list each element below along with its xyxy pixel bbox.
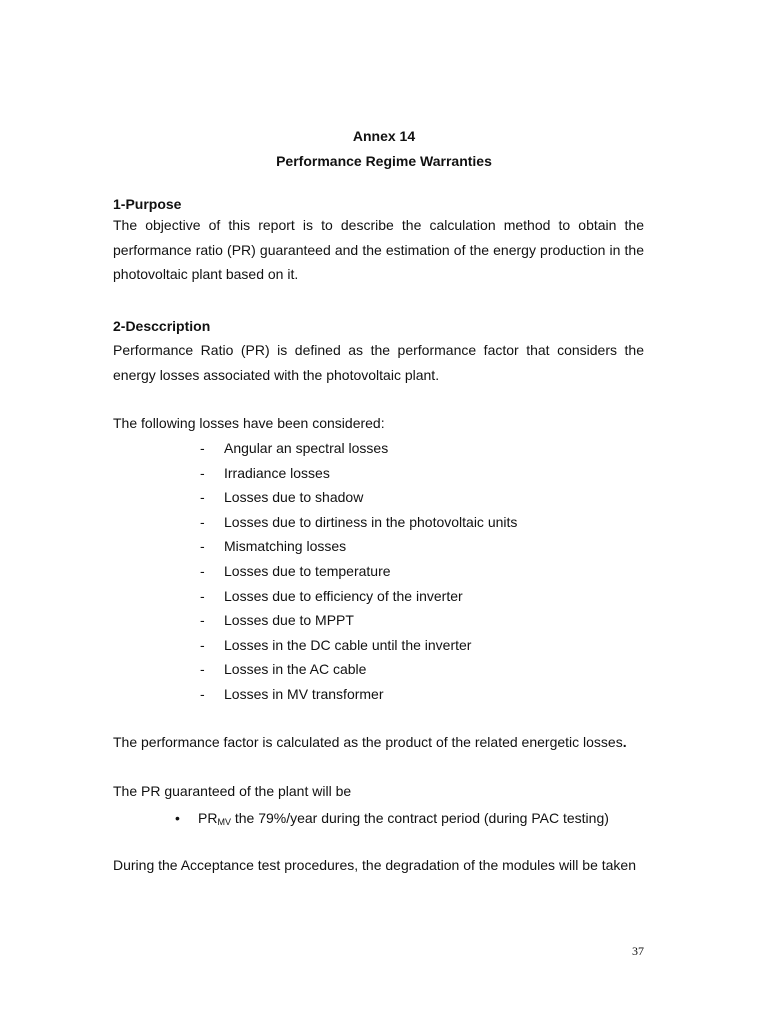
pr-prefix: PR xyxy=(198,810,218,826)
list-dash: - xyxy=(200,686,205,702)
document-title: Performance Regime Warranties xyxy=(276,153,492,169)
pr-bullet-body: the 79%/year during the contract period (during PAC testing) xyxy=(230,810,609,826)
loss-item-text: Losses in MV transformer xyxy=(224,686,384,702)
list-dash: - xyxy=(200,563,205,579)
list-dash: - xyxy=(200,587,205,604)
list-dash: - xyxy=(200,636,205,653)
pr-subscript: MV xyxy=(217,817,231,827)
list-dash: - xyxy=(200,464,205,481)
losses-intro: The following losses have been considered: xyxy=(113,415,385,431)
loss-item-text: Mismatching losses xyxy=(224,538,347,555)
factor-statement-text: The performance factor is calculated as the product of the related energetic losses xyxy=(113,734,623,750)
acceptance-paragraph: During the Acceptance test procedures, the degradation of the modules will be taken xyxy=(113,857,636,873)
loss-item-text: Losses due to MPPT xyxy=(224,612,354,629)
bullet-dot-icon: • xyxy=(175,810,180,826)
loss-item-text: Losses due to temperature xyxy=(224,563,391,579)
loss-item-text: Losses due to dirtiness in the photovoltaic units xyxy=(224,513,518,530)
annex-title: Annex 14 xyxy=(352,128,416,144)
pr-intro: The PR guaranteed of the plant will be xyxy=(113,783,352,799)
loss-item-text: Losses in the DC cable until the inverter xyxy=(224,636,472,653)
list-dash: - xyxy=(200,513,205,530)
loss-item-text: Losses due to shadow xyxy=(224,489,364,506)
list-dash: - xyxy=(200,612,205,629)
list-dash: - xyxy=(200,538,205,555)
section-title-purpose: 1-Purpose xyxy=(113,196,182,212)
loss-item-text: Irradiance losses xyxy=(224,464,330,481)
loss-item-text: Angular an spectral losses xyxy=(224,440,389,456)
factor-statement-period: . xyxy=(622,734,627,750)
performance-factor-statement xyxy=(113,733,653,751)
section-title-description: 2-Desccription xyxy=(113,318,211,334)
purpose-paragraph: The objective of this report is to describe the calculation method to obtain the performance ratio (PR) guaranteed and the estimation of the energy production in the photovoltaic plant based on it. xyxy=(113,217,644,282)
list-dash: - xyxy=(200,440,205,456)
list-dash: - xyxy=(200,489,205,506)
list-dash: - xyxy=(200,661,205,678)
loss-item-text: Losses due to efficiency of the inverter xyxy=(224,587,463,604)
pr-bullet-text xyxy=(198,808,609,830)
page-number: 37 xyxy=(632,944,644,958)
loss-item-text: Losses in the AC cable xyxy=(224,661,367,678)
description-paragraph: Performance Ratio (PR) is defined as the performance factor that considers the energy losses associated with the photovoltaic plant. xyxy=(113,342,644,383)
